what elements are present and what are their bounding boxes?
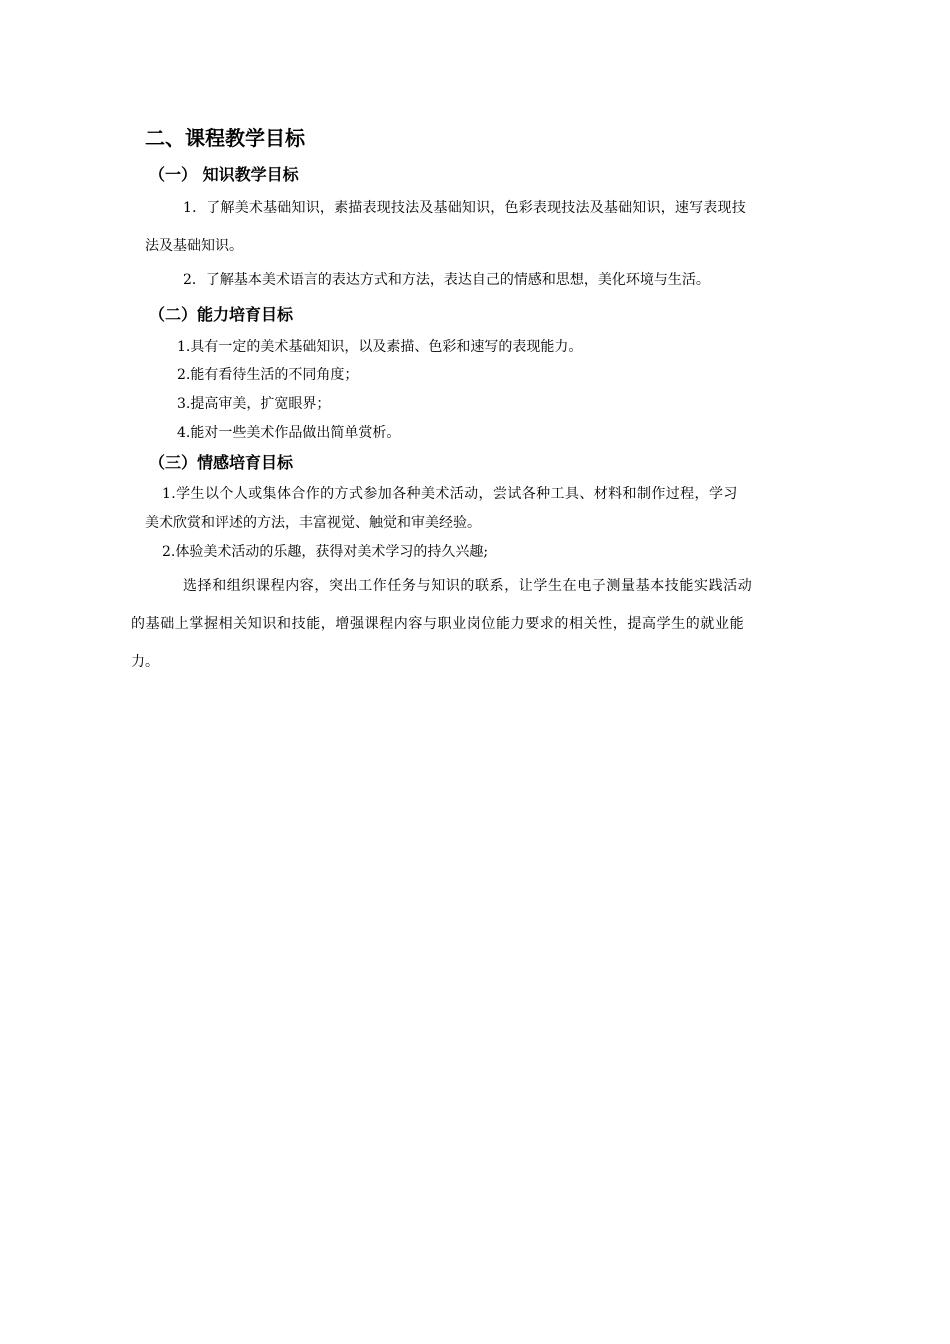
closing-paragraph-line-2: 的基础上掌握相关知识和技能，增强课程内容与职业岗位能力要求的相关性，提高学生的就业能 <box>131 616 745 632</box>
knowledge-item-2: 2．了解基本美术语言的表达方式和方法，表达自己的情感和思想，美化环境与生活。 <box>183 272 710 288</box>
knowledge-item-1: 1．了解美术基础知识，素描表现技法及基础知识，色彩表现技法及基础知识，速写表现技 <box>183 200 746 216</box>
closing-paragraph-line-1: 选择和组织课程内容，突出工作任务与知识的联系，让学生在电子测量基本技能实践活动 <box>183 578 753 594</box>
emotion-item-1: 1.学生以个人或集体合作的方式参加各种美术活动，尝试各种工具、材料和制作过程，学习 <box>162 486 738 502</box>
section-heading-knowledge: （一） 知识教学目标 <box>149 165 299 184</box>
ability-item-1: 1.具有一定的美术基础知识，以及素描、色彩和速写的表现能力。 <box>177 339 583 355</box>
section-heading-emotion: （三）情感培育目标 <box>149 453 294 472</box>
emotion-item-2: 2.体验美术活动的乐趣，获得对美术学习的持久兴趣; <box>162 544 489 560</box>
section-heading-ability: （二）能力培育目标 <box>149 305 294 324</box>
knowledge-item-1-continued: 法及基础知识。 <box>145 238 243 254</box>
emotion-item-1-continued: 美术欣赏和评述的方法，丰富视觉、触觉和审美经验。 <box>145 515 481 531</box>
page-title: 二、课程教学目标 <box>145 126 305 150</box>
ability-item-4: 4.能对一些美术作品做出简单赏析。 <box>177 425 401 441</box>
ability-item-2: 2.能有看待生活的不同角度； <box>177 367 359 383</box>
ability-item-3: 3.提高审美，扩宽眼界； <box>177 396 331 412</box>
closing-paragraph-line-3: 力。 <box>131 654 159 670</box>
